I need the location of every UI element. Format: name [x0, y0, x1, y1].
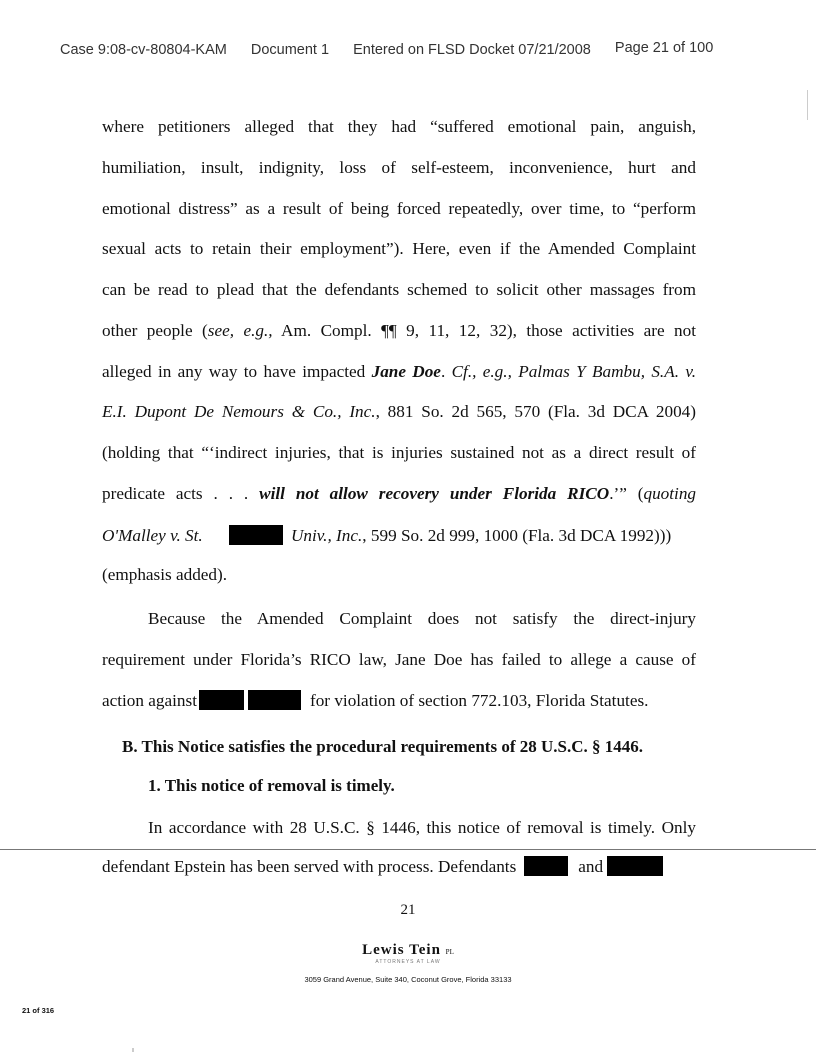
body-line: (emphasis added). [102, 565, 228, 584]
docket-entry: Entered on FLSD Docket 07/21/2008 [353, 42, 591, 58]
scan-artifact [132, 1048, 134, 1052]
redaction-box [248, 690, 301, 710]
text-run: Am. Compl. ¶¶ 9, 11, 12, 32), those activities are not [272, 321, 696, 340]
text-run: alleged in any way to have impacted [102, 362, 372, 381]
page-divider [0, 849, 816, 850]
redaction-box [524, 856, 568, 876]
bold-quote: will not allow recovery under Florida RICO [259, 484, 610, 503]
text-run: defendant Epstein has been served with process. Defendants [102, 857, 517, 876]
firm-name: Lewis Tein [362, 942, 441, 958]
docket-header [60, 42, 713, 58]
body-line [102, 484, 696, 504]
firm-tagline: ATTORNEYS AT LAW [375, 959, 441, 965]
signal-quoting: quoting [643, 484, 697, 503]
case-citation: E.I. Dupont De Nemours & Co., Inc. [102, 402, 376, 421]
body-line [102, 525, 696, 546]
page-number: 21 [400, 902, 416, 918]
jane-doe-emphasis: Jane Doe [371, 362, 441, 381]
document-number: Document 1 [250, 42, 330, 58]
body-line [102, 690, 696, 711]
bates-number: 21 of 316 [22, 1006, 55, 1015]
case-citation: Univ., Inc. [291, 526, 363, 545]
text-run: , 881 So. 2d 565, 570 (Fla. 3d DCA 2004) [375, 402, 696, 421]
signal-see-eg: see, e.g., [207, 321, 273, 340]
body-line: humiliation, insult, indignity, loss of self-esteem, inconvenience, hurt and [102, 158, 696, 177]
redaction-box [199, 690, 244, 710]
body-line [102, 321, 696, 341]
body-line: sexual acts to retain their employment”). Here, even if the Amended Complaint [102, 239, 696, 258]
body-line [102, 402, 696, 422]
body-line: In accordance with 28 U.S.C. § 1446, this notice of removal is timely. Only [148, 818, 696, 837]
text-run: and [578, 857, 604, 876]
text-run: . [440, 362, 452, 381]
body-line: requirement under Florida’s RICO law, Jane Doe has failed to allege a cause of [102, 650, 696, 669]
subsection-heading-1: 1. This notice of removal is timely. [148, 776, 395, 795]
scan-artifact [807, 90, 808, 120]
body-line [102, 362, 696, 382]
case-citation: Cf., e.g., Palmas Y Bambu, S.A. v. [451, 362, 696, 381]
case-number: Case 9:08-cv-80804-KAM [60, 42, 227, 58]
firm-suffix: PL [445, 948, 454, 956]
body-line: (holding that “‘indirect injuries, that is injuries sustained not as a direct result of [102, 443, 696, 462]
body-line [102, 856, 696, 877]
text-run: for violation of section 772.103, Florida Statutes. [309, 691, 649, 710]
body-line: where petitioners alleged that they had “suffered emotional pain, anguish, [102, 117, 696, 136]
text-run: .’” ( [609, 484, 644, 503]
firm-address: 3059 Grand Avenue, Suite 340, Coconut Grove, Florida 33133 [304, 975, 512, 984]
redaction-box [607, 856, 663, 876]
body-line: can be read to plead that the defendants schemed to solicit other massages from [102, 280, 696, 299]
redaction-box [229, 525, 283, 545]
body-line: emotional distress” as a result of being forced repeatedly, over time, to “perform [102, 199, 696, 218]
text-run: , 599 So. 2d 999, 1000 (Fla. 3d DCA 1992))) [362, 526, 672, 545]
case-citation: O'Malley v. St. [102, 526, 203, 545]
text-run: action against [102, 691, 197, 710]
text-run: other people ( [102, 321, 208, 340]
firm-logo [0, 942, 816, 959]
body-line: Because the Amended Complaint does not satisfy the direct-injury [148, 609, 696, 628]
section-heading-b: B. This Notice satisfies the procedural requirements of 28 U.S.C. § 1446. [122, 737, 644, 756]
text-run: predicate acts . . . [102, 484, 260, 503]
page-info: Page 21 of 100 [614, 40, 714, 56]
